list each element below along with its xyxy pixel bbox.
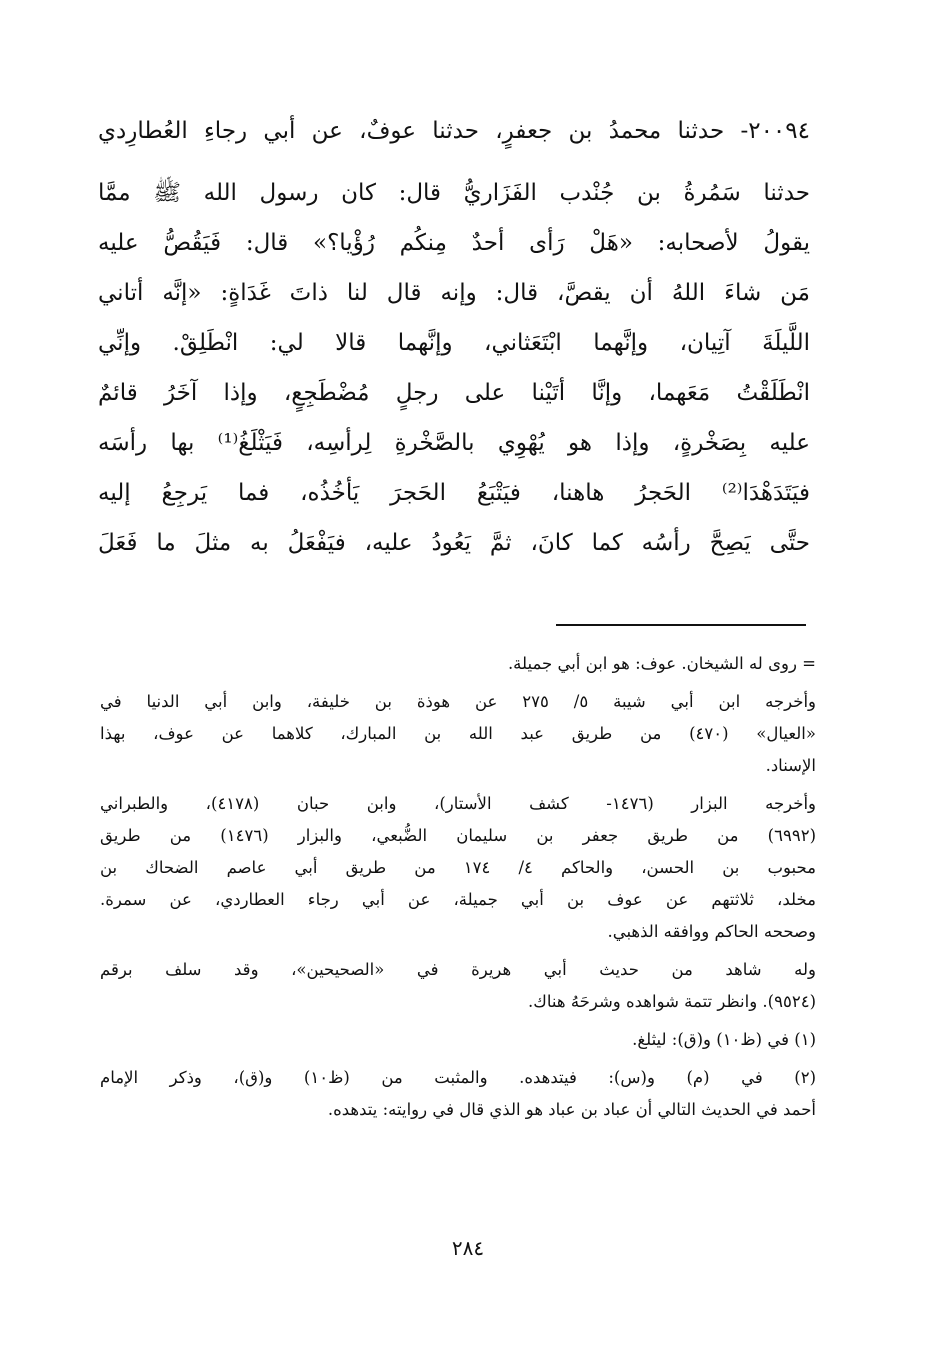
footnote-1: (١) في (ظ١٠) و(ق): ليثلغ. bbox=[632, 1030, 816, 1049]
hadith-line-8: فيَتَدَهْدَا⁽²⁾ الحَجرُ هاهنا، فيَتْبَعُ الحَجرَ يَأخُذُه، فما يَرجِعُ إليه bbox=[98, 480, 810, 506]
footnote-line-6: (٦٩٩٢) من طريق جعفر بن سليمان الضُّبعي، والبزار (١٤٧٦) من طريق bbox=[100, 826, 816, 845]
hadith-line-1: ٢٠٠٩٤- حدثنا محمدُ بن جعفرٍ، حدثنا عوفٌ، عن أبي رجاءِ العُطارِدي bbox=[98, 118, 810, 144]
footnote-divider bbox=[556, 624, 806, 626]
hadith-line-3: يقولُ لأصحابه: «هَلْ رَأى أحدٌ مِنكُم رُؤْيا؟» قال: فَيَقُصُّ عليه bbox=[98, 230, 810, 256]
footnotes bbox=[100, 648, 816, 1126]
footnote-line-9: وصححه الحاكم ووافقه الذهبي. bbox=[607, 922, 816, 941]
hadith-line-6: انْطَلَقْتُ مَعَهما، وإنَّا أتَيْنا على رجلٍ مُضْطَجِعٍ، وإذا آخَرُ قائمٌ bbox=[98, 380, 810, 406]
hadith-line-9: حتَّى يَصِحَّ رأسُه كما كانَ، ثمَّ يَعُودُ عليه، فيَفْعَلُ به مثلَ ما فَعَلَ bbox=[98, 530, 810, 556]
footnote-line-10: وله شاهد من حديث أبي هريرة في «الصحيحين»، وقد سلف برقم bbox=[100, 960, 816, 979]
footnote-2-continued: أحمد في الحديث التالي أن عباد بن عباد هو الذي قال في روايته: يتدهده. bbox=[327, 1100, 816, 1119]
footnote-line-4: الإسناد. bbox=[765, 756, 816, 775]
footnote-line-3: «العيال» (٤٧٠) من طريق عبد الله بن المبارك، كلاهما عن عوف، بهذا bbox=[100, 724, 816, 743]
footnote-2: (٢) في (م) و(س): فيتدهده. والمثبت من (ظ١٠) و(ق)، وذكر الإمام bbox=[100, 1068, 816, 1087]
footnote-line-7: محبوب بن الحسن، والحاكم ٤/ ١٧٤ من طريق أبي عاصم الضحاك بن bbox=[100, 858, 816, 877]
page-number: ٢٨٤ bbox=[451, 1236, 485, 1260]
hadith-text bbox=[98, 108, 810, 568]
hadith-line-2: حدثنا سَمُرةُ بن جُنْدب الفَزَاريُّ قال: كان رسول الله ﷺ ممَّا bbox=[98, 180, 810, 206]
footnote-line-5: وأخرجه البزار (١٤٧٦- كشف الأستار)، وابن حبان (٤١٧٨)، والطبراني bbox=[100, 794, 816, 813]
footnote-line-2: وأخرجه ابن أبي شيبة ٥/ ٢٧٥ عن هوذة بن خليفة، وابن أبي الدنيا في bbox=[100, 692, 816, 711]
hadith-line-5: اللَّيلَةَ آتِيان، وإنَّهما ابْتَعَثاني، وإنَّهما قالا لي: انْطَلِقْ. وإنِّي bbox=[98, 330, 810, 356]
footnote-line-1: = روى له الشيخان. عوف: هو ابن أبي جميلة. bbox=[507, 654, 816, 673]
hadith-line-7: عليه بِصَخْرةٍ، وإذا هو يُهْوِي بالصَّخْرةِ لِرأسِه، فَيَثْلَغُ⁽¹⁾ بها رأسَه bbox=[98, 430, 810, 456]
footnote-line-11: (٩٥٢٤). وانظر تتمة شواهده وشرحَهُ هناك. bbox=[528, 992, 816, 1011]
footnote-line-8: مخلد، ثلاثتهم عن عوف بن أبي جميلة، عن أبي رجاء العطاردي، عن سمرة. bbox=[100, 890, 816, 909]
hadith-line-4: مَن شاءَ اللهُ أن يقصَّ، قال: وإنه قال لنا ذاتَ غَدَاةٍ: «إنَّه أتاني bbox=[98, 280, 810, 306]
